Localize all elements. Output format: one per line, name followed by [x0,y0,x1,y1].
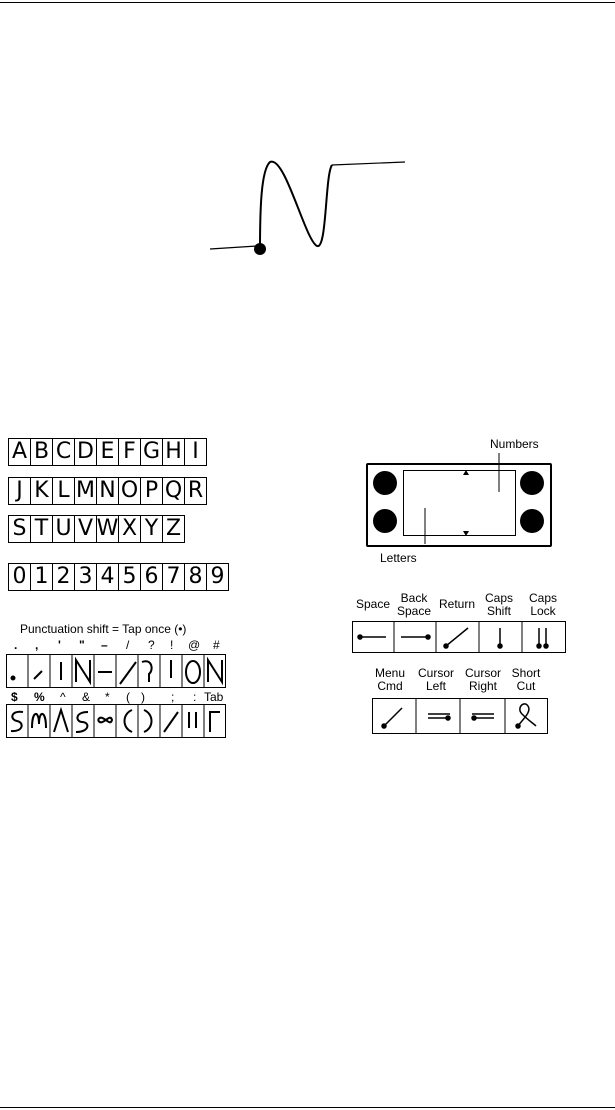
glyph-cell [52,515,75,543]
button-dot-top-left [373,471,397,495]
stroke-label-menu-cmd: Menu Cmd [374,666,406,693]
button-dot-bottom-right [520,509,544,533]
glyph-cell [74,438,97,466]
glyph-cell [140,477,163,505]
glyph-cell [162,477,185,505]
glyph-cell [52,477,75,505]
glyph-letter: Y [144,516,159,541]
glyph-cell [30,515,53,543]
glyph-digit: 7 [166,564,181,589]
numbers-label: Numbers [490,437,539,451]
glyph-letter: I [192,439,199,464]
digits-row [8,563,228,591]
punct-symbol: @ [188,638,201,652]
glyph-cell [184,438,207,466]
alphabet-row-1 [8,438,206,466]
punctuation-title: Punctuation shift = Tap once (•) [20,622,187,636]
glyph-letter: C [55,439,72,464]
special-strokes-row-2 [372,698,548,734]
glyph-cell [8,563,31,591]
glyph-cell [118,438,141,466]
glyph-cell [8,477,31,505]
glyph-letter: X [121,516,138,541]
glyph-letter: R [187,478,204,503]
punct-symbol: " [79,638,85,652]
glyph-cell [162,563,185,591]
punct-symbol: ^ [60,690,66,704]
punct-symbol: – [101,638,108,652]
punct-symbol: ' [58,638,61,652]
glyph-digit: 2 [56,564,71,589]
glyph-cell [206,563,229,591]
glyph-digit: 1 [34,564,49,589]
glyph-cell [8,438,31,466]
punctuation-symbols-row-2 [8,690,238,704]
glyph-cell [8,515,31,543]
glyph-cell [118,515,141,543]
glyph-cell [184,563,207,591]
stroke-start-dot [254,243,266,255]
punct-symbol: % [34,690,45,704]
bottom-rule [0,1107,615,1108]
punct-symbol: Tab [204,690,224,704]
glyph-letter: H [165,439,182,464]
punctuation-strokes-row-1 [6,654,226,688]
glyph-cell [140,563,163,591]
punct-symbol: * [105,690,110,704]
glyph-cell [30,563,53,591]
glyph-cell [140,515,163,543]
glyph-cell [74,515,97,543]
glyph-digit: 9 [210,564,225,589]
glyph-letter: F [123,439,136,464]
glyph-digit: 6 [144,564,159,589]
glyph-letter: G [142,439,161,464]
glyph-letter: D [77,439,94,464]
punct-symbol: : [193,690,197,704]
glyph-letter: S [12,516,27,541]
punct-symbol: ? [148,638,155,652]
glyph-cell [140,438,163,466]
glyph-cell [96,563,119,591]
glyph-cell [96,438,119,466]
glyph-cell [52,438,75,466]
punctuation-symbols-row-1 [8,638,238,652]
glyph-letter: T [34,516,49,541]
stroke-label-cursor-right: Cursor Right [464,666,501,693]
alphabet-row-3 [8,515,184,543]
glyph-cell [74,563,97,591]
glyph-cell [30,438,53,466]
punct-symbol: $ [11,690,18,704]
punct-symbol: / [126,638,130,652]
glyph-digit: 8 [188,564,203,589]
example-n-stroke [205,150,405,260]
glyph-letter: Q [164,478,183,503]
glyph-cell [162,515,185,543]
alphabet-row-2 [8,477,206,505]
glyph-cell [96,477,119,505]
glyph-letter: N [99,478,116,503]
glyph-letter: M [76,478,95,503]
stroke-label-backspace: Back Space [396,591,432,618]
glyph-letter: B [33,439,50,464]
punct-symbol: , [35,638,39,652]
special-strokes-row-1 [352,621,566,653]
punct-symbol: ! [170,638,174,652]
glyph-letter: J [16,478,23,503]
glyph-cell [162,438,185,466]
punct-symbol: & [82,690,91,704]
glyph-cell [118,563,141,591]
glyph-cell [184,477,207,505]
stroke-label-return: Return [438,597,476,611]
punct-symbol: # [213,638,220,652]
glyph-letter: L [57,478,70,503]
letters-label: Letters [380,551,417,565]
glyph-cell [96,515,119,543]
glyph-letter: W [96,516,119,541]
glyph-letter: P [144,478,159,503]
glyph-cell [30,477,53,505]
glyph-cell [118,477,141,505]
glyph-digit: 3 [78,564,93,589]
stroke-label-short-cut: Short Cut [511,666,541,693]
glyph-digit: 5 [122,564,137,589]
glyph-digit: 4 [100,564,115,589]
punct-symbol: ; [171,690,175,704]
glyph-cell [74,477,97,505]
glyph-letter: O [120,478,139,503]
stroke-label-caps-lock: Caps Lock [528,591,557,618]
punctuation-strokes-row-2 [6,704,226,738]
button-dot-bottom-left [373,509,397,533]
glyph-letter: A [11,439,28,464]
glyph-letter: Z [165,516,182,541]
stroke-label-space: Space [355,597,391,611]
glyph-letter: V [77,516,94,541]
punct-symbol: . [14,638,18,652]
writing-area-leaders [403,440,523,550]
button-dot-top-right [520,471,544,495]
glyph-letter: E [100,439,115,464]
glyph-digit: 0 [12,564,27,589]
top-rule [0,2,615,3]
punct-symbol: ) [141,690,145,704]
stroke-label-caps-shift: Caps Shift [484,591,513,618]
glyph-letter: U [55,516,72,541]
glyph-cell [52,563,75,591]
punct-symbol: ( [126,690,130,704]
glyph-letter: K [34,478,49,503]
stroke-label-cursor-left: Cursor Left [417,666,454,693]
